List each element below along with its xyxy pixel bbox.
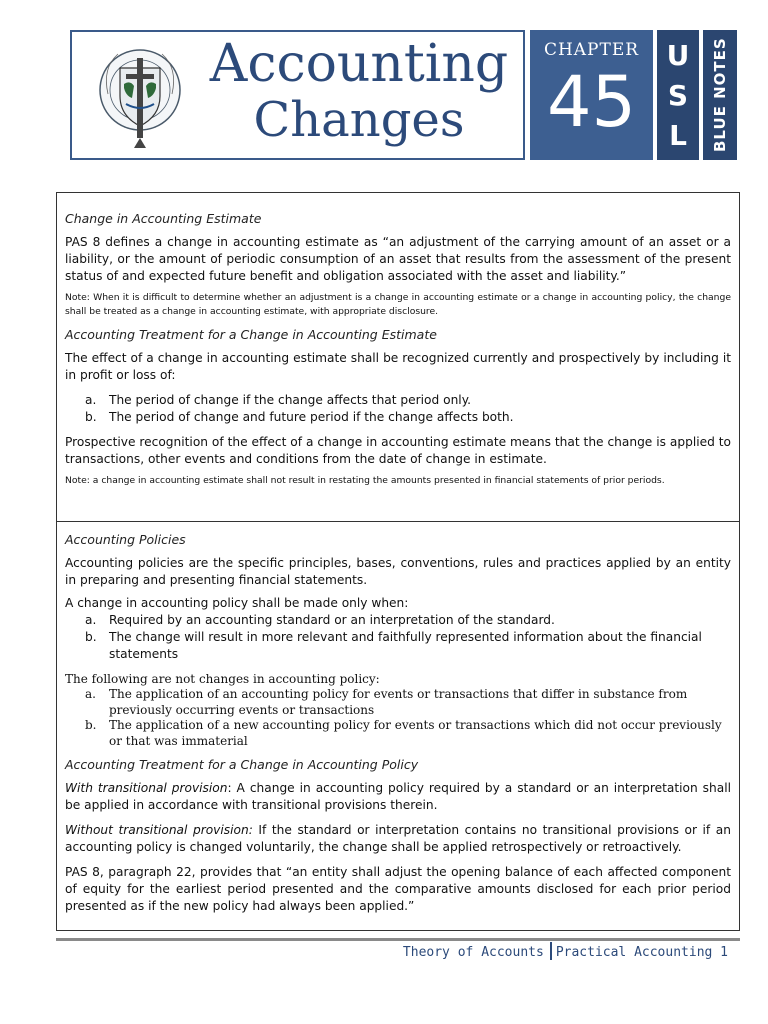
pas8-paragraph-22: PAS 8, paragraph 22, provides that “an entity shall adjust the opening balance of each affected component of equity for the earliest period presented and the comparative amounts disclosed for each prior period presented as if the new policy had always been applied.” xyxy=(65,865,731,913)
section-accounting-policies xyxy=(56,521,740,931)
with-transitional-label: With transitional provision xyxy=(65,781,228,795)
not-changes-intro: The following are not changes in accounting policy: xyxy=(65,672,380,686)
policies-definition: Accounting policies are the specific principles, bases, conventions, rules and practices applied by an entity in preparing and presenting financial statements. xyxy=(65,556,731,587)
list-item: a. The period of change if the change affects that period only. xyxy=(85,393,472,407)
section-title: Accounting Policies xyxy=(65,532,186,547)
footer-subject: Theory of Accounts xyxy=(402,945,544,960)
footer-rule xyxy=(56,938,740,941)
prospective-recognition: Prospective recognition of the effect of a change in accounting estimate means that the change is applied to transactions, other events and conditions from the date of change in estimate. xyxy=(65,435,731,466)
title-line-1: Accounting xyxy=(209,34,509,94)
section-subtitle: Accounting Treatment for a Change in Accounting Estimate xyxy=(65,327,437,342)
change-when-intro: A change in accounting policy shall be made only when: xyxy=(65,596,409,610)
section-title: Change in Accounting Estimate xyxy=(65,211,262,226)
list-item: a. Required by an accounting standard or an interpretation of the standard. xyxy=(85,613,555,627)
list-item: b. The application of a new accounting policy for events or transactions which did not occur previously or that was immaterial xyxy=(85,718,722,748)
footer-divider xyxy=(550,942,552,960)
blue-notes-badge xyxy=(703,30,737,160)
list-item: b. The change will result in more relevant and faithfully represented information about the financial statements xyxy=(85,630,702,661)
change-when-list xyxy=(65,612,731,663)
not-changes-list xyxy=(65,687,731,749)
usl-letter-l: L xyxy=(669,119,687,152)
chapter-number: 45 xyxy=(546,61,637,143)
section-subtitle: Accounting Treatment for a Change in Accounting Policy xyxy=(65,757,419,772)
title-line-2: Changes xyxy=(253,92,465,148)
note-text: Note: When it is difficult to determine whether an adjustment is a change in accounting estimate or a change in accounting policy, the change shall be treated as a change in accounting estimate, with appropriate disclosure. xyxy=(65,292,731,317)
university-seal-logo xyxy=(96,38,184,154)
chapter-badge xyxy=(530,30,653,160)
treatment-list xyxy=(65,392,731,426)
treatment-intro: The effect of a change in accounting estimate shall be recognized currently and prospectively by including it in profit or loss of: xyxy=(65,351,731,382)
note-text: Note: a change in accounting estimate shall not result in restating the amounts presented in financial statements of prior periods. xyxy=(65,475,665,486)
without-transitional-provision: Without transitional provision: If the standard or interpretation contains no transitional provisions or if an accounting policy is changed voluntarily, the change shall be applied retrospectively or retroactively. xyxy=(65,823,731,854)
estimate-definition: PAS 8 defines a change in accounting estimate as “an adjustment of the carrying amount of an asset or a liability, or the amount of periodic consumption of an asset that results from the assessment of the present status of and expected future benefit and obligation associated with the asset and liability.” xyxy=(65,235,731,283)
title-banner xyxy=(70,30,525,160)
usl-letter-u: U xyxy=(666,39,690,72)
chapter-label: CHAPTER xyxy=(543,40,640,60)
blue-notes-label: BLUE NOTES xyxy=(711,37,729,153)
without-transitional-label: Without transitional provision: xyxy=(65,823,253,837)
usl-letter-s: S xyxy=(667,79,689,112)
chapter-title xyxy=(194,36,524,148)
footer xyxy=(403,942,728,960)
section-change-in-estimate xyxy=(56,192,740,522)
with-transitional-provision: With transitional provision: A change in accounting policy required by a standard or an interpretation shall be applied in accordance with transitional provisions therein. xyxy=(65,781,732,812)
list-item: a. The application of an accounting policy for events or transactions that differ in substance from previously occurring events or transactions xyxy=(85,687,688,717)
list-item: b. The period of change and future period if the change affects both. xyxy=(85,410,514,424)
usl-badge xyxy=(657,30,699,160)
footer-course: Practical Accounting 1 xyxy=(555,945,728,960)
